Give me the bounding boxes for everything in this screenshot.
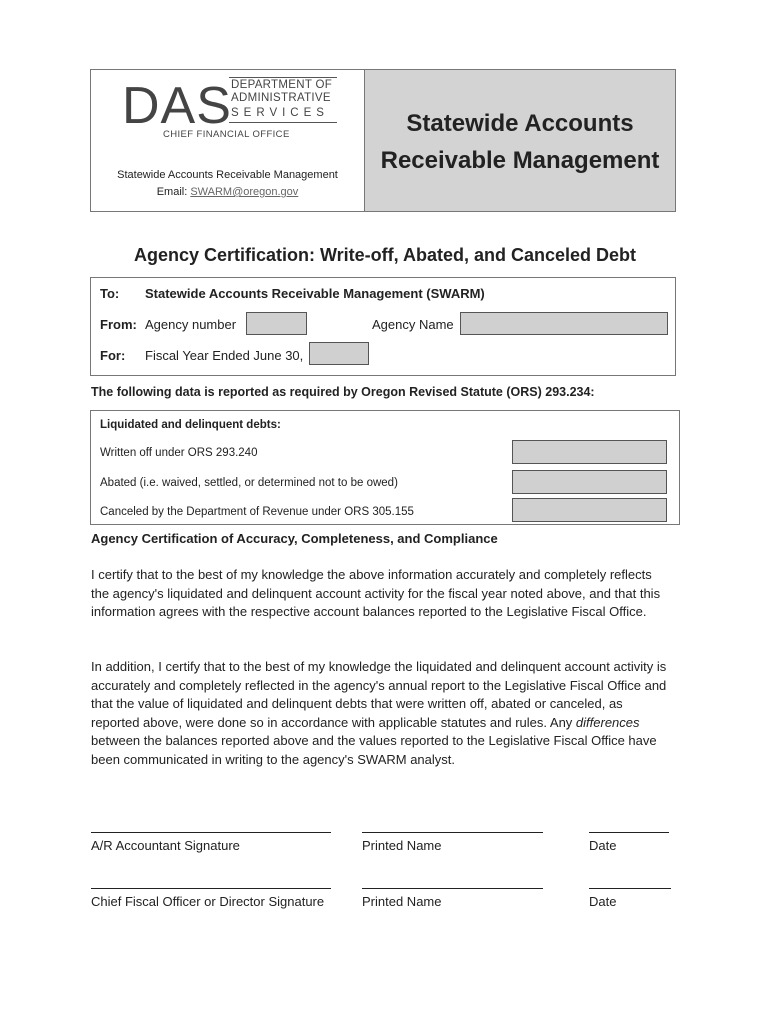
cfo-printed-name-label: Printed Name (362, 894, 442, 909)
canceled-label: Canceled by the Department of Revenue under ORS 305.155 (100, 506, 414, 518)
header-title: Statewide Accounts Receivable Management (380, 110, 660, 174)
ors-statement: The following data is reported as required by Oregon Revised Statute (ORS) 293.234: (91, 385, 595, 399)
ar-date-line[interactable] (589, 832, 669, 833)
written-off-field[interactable] (512, 440, 667, 464)
to-value: Statewide Accounts Receivable Management (SWARM) (145, 286, 485, 301)
fiscal-year-field[interactable] (309, 342, 369, 365)
certification-paragraph-1: I certify that to the best of my knowledge the above information accurately and completely reflects the agency's liquidated and delinquent account activity for the fiscal year noted above, and that this information agrees with the respective account balances reported to the Legislative Fiscal Office. (91, 567, 661, 619)
cfo-date-label: Date (589, 894, 617, 909)
header-email-line (91, 186, 364, 198)
logo-rule-bottom (229, 122, 337, 123)
agency-number-field[interactable] (246, 312, 307, 335)
logo-services-text: SERVICES (231, 107, 329, 119)
header-subtitle: Statewide Accounts Receivable Management (117, 169, 338, 181)
from-label: From: (100, 317, 137, 332)
cfo-date-line[interactable] (589, 888, 671, 889)
logo-rule-top (229, 77, 337, 78)
abated-field[interactable] (512, 470, 667, 494)
logo-cfo-text: CHIEF FINANCIAL OFFICE (163, 129, 290, 140)
agency-name-field[interactable] (460, 312, 668, 335)
ar-signature-label: A/R Accountant Signature (91, 838, 240, 853)
header-box (90, 69, 676, 212)
debts-box (90, 410, 680, 525)
for-label: For: (100, 348, 126, 363)
fiscal-year-label: Fiscal Year Ended June 30, (145, 348, 304, 363)
cfo-printed-name-line[interactable] (362, 888, 543, 889)
document-title: Agency Certification: Write-off, Abated, and Canceled Debt (133, 245, 637, 265)
email-label: Email: (156, 186, 188, 198)
agency-number-label: Agency number (145, 317, 237, 332)
ar-printed-name-label: Printed Name (362, 838, 442, 853)
to-label: To: (100, 286, 120, 301)
written-off-label: Written off under ORS 293.240 (100, 447, 258, 459)
logo-department-text: DEPARTMENT OF ADMINISTRATIVE (231, 79, 333, 104)
certification-paragraph-2: In addition, I certify that to the best of my knowledge the liquidated and delinquent account activity is accurately and completely reflected in the agency's annual report to the Legislative Fiscal Office and that the value of liquidated and delinquent debts that were written off, abated or canceled, as reported above, were done so in accordance with applicable statutes and rules. Any differences between the balances reported above and the values reported to the Legislative Fiscal Office have been communicated in writing to the agency's SWARM analyst. (91, 659, 667, 767)
ar-date-label: Date (589, 838, 617, 853)
addressing-box (90, 277, 676, 376)
debts-heading: Liquidated and delinquent debts: (100, 419, 281, 431)
agency-name-label: Agency Name (372, 317, 454, 332)
cfo-signature-line[interactable] (91, 888, 331, 889)
ar-signature-line[interactable] (91, 832, 331, 833)
abated-label: Abated (i.e. waived, settled, or determined not to be owed) (100, 477, 398, 489)
email-link[interactable]: SWARM@oregon.gov (190, 186, 299, 198)
header-logo-panel (91, 70, 365, 211)
certification-title: Agency Certification of Accuracy, Completeness, and Compliance (91, 531, 498, 546)
header-title-panel (365, 70, 675, 211)
cfo-signature-label: Chief Fiscal Officer or Director Signature (91, 894, 325, 909)
canceled-field[interactable] (512, 498, 667, 522)
ar-printed-name-line[interactable] (362, 832, 543, 833)
das-logo: DAS (122, 77, 232, 135)
